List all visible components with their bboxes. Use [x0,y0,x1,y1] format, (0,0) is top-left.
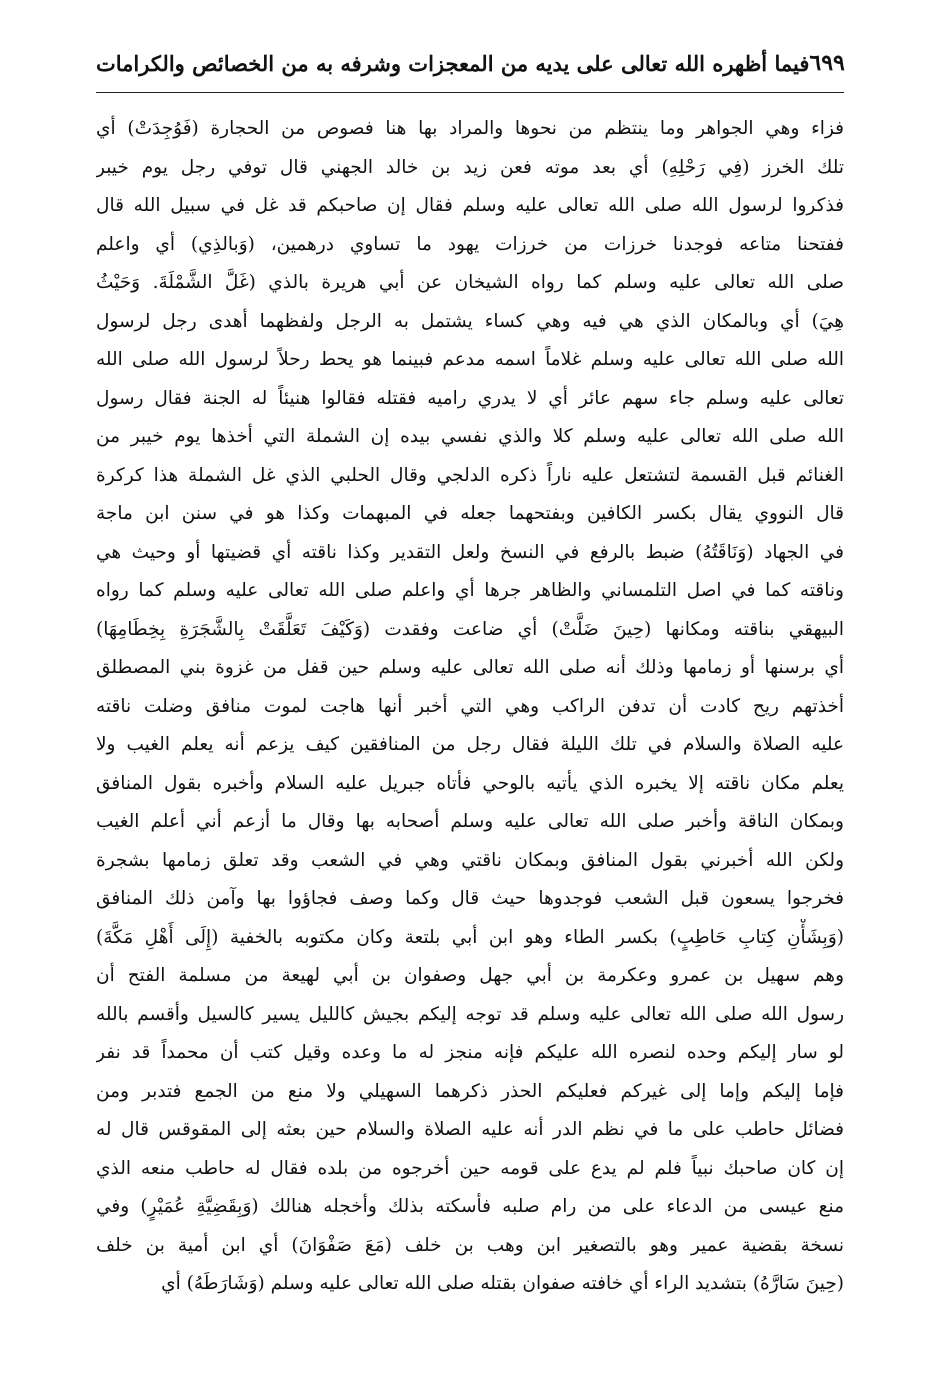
header-divider [96,92,844,93]
body-text [96,110,844,1304]
text-line: تعالى عليه وسلم جاء سهم عائر أي لا يدري راميه فقتله فقالوا هنيئاً له الجنة فقال رسول [96,387,844,409]
text-line: إن كان صاحبك نبياً فلم لم يدع على قومه حين أخرجوه من بلده فقال له حاطب منعه الذي [96,1157,844,1179]
text-line: أخذتهم ريح كادت أن تدفن الراكب وهي التي أخبر أنها هاجت لموت منافق وضلت ناقته [96,695,844,717]
text-line: الغنائم قبل القسمة لتشتعل عليه ناراً ذكره الدلجي وقال الحلبي الذي غل الشملة هذا كركرة [96,464,844,486]
text-line: فضائل حاطب على ما في نظم الدر أنه عليه الصلاة والسلام حين بعثه إلى المقوقس قال له [96,1119,844,1140]
page-number: ٦٩٩ [809,50,845,76]
text-line: لو سار إليكم وحده لنصره الله عليكم فإنه منجز له ما وعده وقيل كتب أن محمداً قد نفر [96,1042,844,1063]
text-line: الله صلى الله تعالى عليه وسلم كلا والذي نفسي بيده إن الشملة التي أخذها يوم خيبر من [96,426,844,447]
text-line: فزاء وهي الجواهر وما ينتظم من نحوها والمراد بها هنا فصوص من الحجارة (فَوُجِدَتْ) أي [96,118,844,139]
text-line: البيهقي بناقته ومكانها (حِينَ ضَلَّتْ) أي ضاعت وفقدت (وَكَيْفَ تَعَلَّقَتْ بِالشَّجَرَةِ بِخِطَامِهَا) [96,618,844,640]
text-line: الله صلى الله تعالى عليه وسلم غلاماً اسمه مدعم فبينما هو يحط رحلاً لرسول الله صلى الله [96,349,844,370]
text-line: عليه الصلاة والسلام في تلك الليلة فقال رجل من المنافقين كيف يزعم أنه يعلم الغيب ولا [96,734,844,755]
text-line: فإما إليكم وإما إلى غيركم فعليكم الحذر ذكرهما السهيلي ولا منع من الجمع فتدبر ومن [96,1080,844,1102]
text-line: هِيَ) أي وبالمكان الذي هي فيه وهي كساء يشتمل به الرجل ولفظهما أهدى رجل لرسول [96,310,844,332]
text-line: صلى الله تعالى عليه وسلم كما رواه الشيخان عن أبي هريرة بالذي (غَلَّ الشَّمْلَةَ. وَحَيْثُ [96,272,844,293]
running-title: فيما أظهره الله تعالى على يديه من المعجزات وشرفه به من الخصائص والكرامات [96,50,810,76]
text-line: أي برسنها أو زمامها وذلك أنه صلى الله تعالى عليه وسلم حين قفل من غزوة بني المصطلق [96,657,844,678]
text-line: منع عيسى من الدعاء على من رام صلبه فأسكته بذلك وأخجله هنالك (وَبِقَضِيَّةِ عُمَيْرٍ) وفي [96,1196,844,1217]
text-line: (حِينَ سَارَّهُ) بتشديد الراء أي خافته صفوان بقتله صلى الله تعالى عليه وسلم (وَشَارَطَهُ) أي [161,1273,844,1294]
text-line: ففتحنا متاعه فوجدنا خرزات من خرزات يهود ما تساوي درهمين، (وَبالذِي) أي واعلم [96,233,844,255]
text-line: قال النووي يقال بكسر الكافين وبفتحهما جعله في المبهمات وكذا هو في سنن ابن ماجة [96,503,844,524]
text-line: فخرجوا يسعون قبل الشعب فوجدوها حيث قال وكما وصف فجاؤوا بها وآمن ذلك المنافق [96,888,844,909]
text-line: وهم سهيل بن عمرو وعكرمة بن أبي جهل وصفوان بن أبي لهيعة من مسلمة الفتح أن [96,965,844,986]
text-line: ولكن الله أخبرني بقول المنافق وبمكان ناقتي وهي في الشعب وقد تعلق زمامها بشجرة [96,849,844,871]
page-header [96,46,844,80]
text-line: تلك الخرز (فِي رَحْلِهِ) أي بعد موته فعن زيد بن خالد الجهني قال توفي رجل يوم خيبر [96,156,844,178]
text-line: يعلم مكان ناقته إلا يخبره الذي يأتيه بالوحي فأتاه جبريل عليه السلام وأخبره بقول المنافق [96,772,844,794]
text-line: رسول الله صلى الله تعالى عليه وسلم قد توجه إليكم بجيش كالليل يسير كالسيل وأقسم بالله [96,1003,844,1025]
text-line: في الجهاد (وَنَاقَتُهُ) ضبط بالرفع في النسخ ولعل التقدير وكذا ناقته أي قضيتها أو وحيث هي [96,541,844,563]
text-line: نسخة بقضية عمير وهو بالتصغير ابن وهب بن خلف (مَعَ صَفْوَانَ) أي ابن أمية بن خلف [96,1234,844,1256]
text-line: وبمكان الناقة وأخبر صلى الله تعالى عليه وسلم أصحابه بها وقال ما أزعم أني أعلم الغيب [96,811,844,832]
text-line: (وَبِشَأْنِ كِتابِ حَاطِبٍ) بكسر الطاء وهو ابن أبي بلتعة وكان مكتوبه بالخفية (إِلَى أَهْلِ مَكَّةَ) [96,926,844,948]
text-line: فذكروا لرسول الله صلى الله تعالى عليه وسلم فقال إن صاحبكم قد غل في سبيل الله قال [96,195,844,216]
text-line: وناقته كما في اصل التلمساني والظاهر جرها أي واعلم صلى الله تعالى عليه وسلم كما رواه [96,580,844,601]
